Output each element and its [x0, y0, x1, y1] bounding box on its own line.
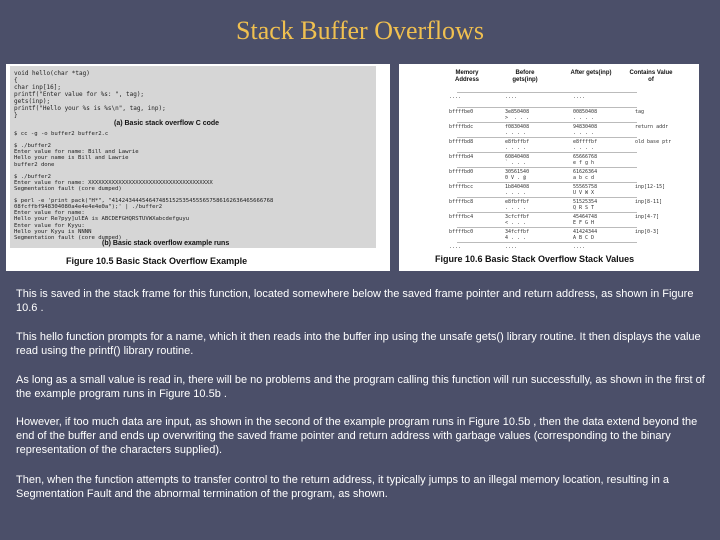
- row-divider: [457, 137, 637, 138]
- table-cell: tag: [635, 109, 645, 115]
- table-cell: ....: [449, 244, 462, 250]
- code-line: }: [14, 112, 18, 119]
- table-cell: bffffbe0: [449, 109, 474, 115]
- table-cell: 1b840408 . . . .: [505, 184, 530, 196]
- row-divider: [457, 152, 637, 153]
- run-line: buffer2 done: [14, 161, 55, 168]
- run-line: Hello your name is Bill and Lawrie: [14, 155, 129, 162]
- row-divider: [457, 107, 637, 108]
- table-cell: inp[12-15]: [635, 184, 666, 190]
- code-line: printf("Enter value for %s: ", tag);: [14, 91, 145, 98]
- table-cell: bffffbc8: [449, 199, 474, 205]
- table-cell: bffffbdc: [449, 124, 474, 130]
- paragraph-5: Then, when the function attempts to transfer control to the return address, it typically jumps to an illegal memory location, resulting in a Segmentation Fault and the abnormal termination of the program, as shown.: [16, 474, 669, 500]
- table-cell: 94830408 . . . .: [573, 124, 598, 136]
- run-line: Enter value for name: Bill and Lawrie: [14, 149, 139, 156]
- table-cell: bffffbd4: [449, 154, 474, 160]
- header-contains: Contains Value of: [629, 70, 673, 83]
- code-caption: (a) Basic stack overflow C code: [114, 120, 220, 127]
- row-divider: [457, 242, 637, 243]
- table-cell: 3e850408 > . . .: [505, 109, 530, 121]
- table-cell: bffffbcc: [449, 184, 474, 190]
- table-cell: 45464748 E F G H: [573, 214, 598, 226]
- header-after: After gets(inp): [570, 70, 612, 76]
- code-line: {: [14, 77, 18, 84]
- header-memory-address: Memory Address: [454, 70, 479, 83]
- table-cell: 65666768 e f g h: [573, 154, 598, 166]
- row-divider: [457, 182, 637, 183]
- row-divider: [457, 92, 637, 93]
- table-cell: bffffbc4: [449, 214, 474, 220]
- code-line: void hello(char *tag): [14, 70, 90, 77]
- row-divider: [457, 212, 637, 213]
- figure-10-6-caption: Figure 10.6 Basic Stack Overflow Stack Values: [435, 254, 635, 264]
- table-cell: e8ffffbf . . . .: [573, 139, 598, 151]
- table-cell: e8fbffbf . . . .: [505, 199, 530, 211]
- paragraph-4: However, if too much data are input, as shown in the second of the example program runs in Figure 10.5b , then the data extend beyond the end of the buffer and ends up overwriting the saved frame pointer and return address with garbage values (corresponding to the binary representation of the characters supplied).: [16, 416, 698, 456]
- run-line: Hello your Kyyu is NNNN: [14, 228, 92, 235]
- table-cell: ....: [573, 244, 586, 250]
- table-cell: 55565758 U V W X: [573, 184, 598, 196]
- row-divider: [457, 197, 637, 198]
- table-cell: 00850408 . . . .: [573, 109, 598, 121]
- table-cell: f0830408 . . . .: [505, 124, 530, 136]
- table-cell: return addr: [635, 124, 669, 130]
- run-line: Enter value for Kyyu:: [14, 222, 85, 229]
- table-cell: 3cfcffbf < . . .: [505, 214, 530, 226]
- code-line: printf("Hello your %s is %s\n", tag, inp);: [14, 105, 166, 112]
- table-cell: ....: [449, 94, 462, 100]
- table-cell: 30561540 0 V . @: [505, 169, 530, 181]
- run-line: Enter value for name: XXXXXXXXXXXXXXXXXXXXXXXXXXXXXXXXXXXXX: [14, 179, 213, 186]
- figure-10-6: [399, 64, 699, 271]
- table-cell: 60840408 ` . . .: [505, 154, 530, 166]
- row-divider: [457, 122, 637, 123]
- runs-caption: (b) Basic stack overflow example runs: [102, 240, 230, 247]
- table-cell: bffffbc0: [449, 229, 474, 235]
- run-line: $ cc -g -o buffer2 buffer2.c: [14, 131, 109, 137]
- table-cell: inp[8-11]: [635, 199, 663, 205]
- table-cell: 41424344 A B C D: [573, 229, 598, 241]
- run-line: $ ./buffer2: [14, 143, 52, 150]
- run-line: Segmentation fault (core dumped): [14, 185, 122, 192]
- table-cell: 34fcffbf 4 . . .: [505, 229, 530, 241]
- table-cell: 61626364 a b c d: [573, 169, 598, 181]
- table-cell: inp[0-3]: [635, 229, 660, 235]
- slide-title: Stack Buffer Overflows: [236, 16, 484, 45]
- figure-10-5-caption: Figure 10.5 Basic Stack Overflow Example: [66, 256, 248, 266]
- paragraph-3: As long as a small value is read in, there will be no problems and the program calling this function will run successfully, as shown in the first of the example program runs in Figure 10.5b .: [16, 374, 705, 400]
- table-cell: ....: [505, 94, 518, 100]
- code-line: char inp[16];: [14, 84, 61, 91]
- table-cell: bffffbd0: [449, 169, 474, 175]
- run-line: Hello your Re?pyy]ulEA is ABCDEFGHQRSTUVWXabcdefguyu: [14, 216, 190, 223]
- table-cell: 51525354 Q R S T: [573, 199, 598, 211]
- paragraph-1: This is saved in the stack frame for this function, located somewhere below the saved frame pointer and return address, as shown in Figure 10.6 .: [16, 288, 694, 314]
- code-line: gets(inp);: [14, 98, 51, 105]
- run-line: 08fcffbf948304080a4e4e4e4e0a");' | ./buffer2: [14, 204, 163, 211]
- table-cell: ....: [505, 244, 518, 250]
- run-line: $ ./buffer2: [14, 173, 52, 180]
- table-cell: inp[4-7]: [635, 214, 660, 220]
- run-line: $ perl -e 'print pack("H*", "414243444546474851525354555657586162636465666768: [14, 198, 274, 205]
- table-cell: old base ptr: [635, 139, 672, 145]
- table-cell: ....: [573, 94, 586, 100]
- figure-10-5: [6, 64, 390, 271]
- table-cell: bffffbd8: [449, 139, 474, 145]
- table-cell: e8fbffbf . . . .: [505, 139, 530, 151]
- run-line: Segmentation fault (core dumped): [14, 234, 122, 241]
- row-divider: [457, 167, 637, 168]
- paragraph-2: This hello function prompts for a name, which it then reads into the buffer inp using the unsafe gets() library routine. It then displays the value read using the printf() library routine.: [16, 331, 701, 357]
- run-line: Enter value for name:: [14, 210, 85, 217]
- row-divider: [457, 227, 637, 228]
- header-before: Before gets(inp): [512, 70, 538, 83]
